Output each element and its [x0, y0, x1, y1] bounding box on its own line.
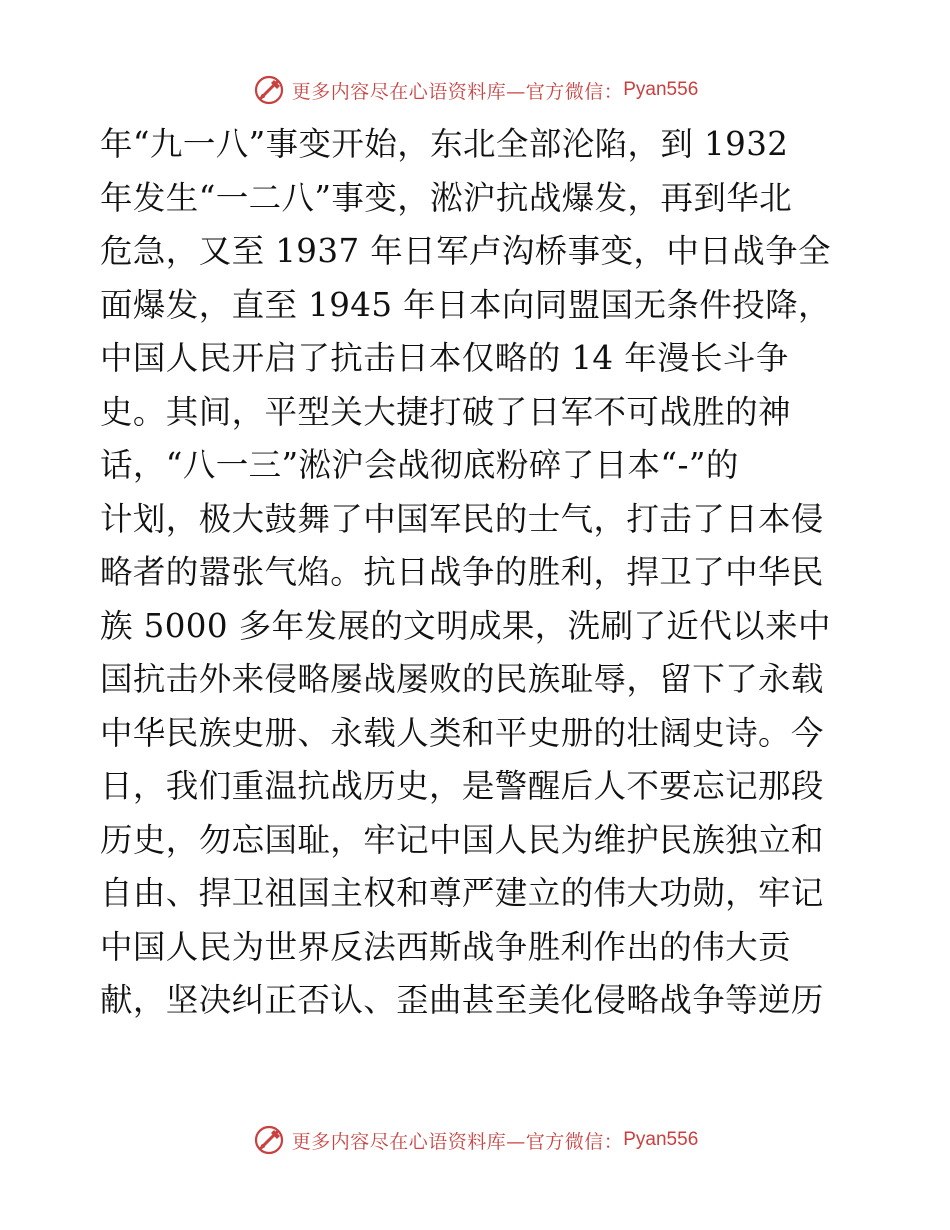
pen-circle-icon [252, 73, 286, 107]
text-line: 国抗击外来侵略屡战屡败的民族耻辱，留下了永载 [100, 660, 824, 698]
text-line: 中国人民开启了抗击日本仅略的 14 年漫长斗争 [100, 339, 789, 377]
text-line: 历史，勿忘国耻，牢记中国人民为维护民族独立和 [100, 820, 824, 859]
text-line: 年发生“一二八”事变，淞沪抗战爆发，再到华北 [100, 178, 793, 217]
text-line: 中华民族史册、永载人类和平史册的壮阔史诗。今 [100, 713, 824, 752]
pen-circle-icon [252, 1123, 286, 1157]
header-banner [0, 70, 950, 110]
article-body [100, 118, 860, 1028]
text-line: 话，“八一三”淞沪会战彻底粉碎了日本“-”的 [100, 446, 739, 484]
text-line: 史。其间，平型关大捷打破了日军不可战胜的神 [100, 392, 791, 431]
text-line: 略者的嚣张气焰。抗日战争的胜利，捍卫了中华民 [100, 553, 824, 591]
text-line: 计划，极大鼓舞了中国军民的士气，打击了日本侵 [100, 499, 824, 538]
text-line: 献，坚决纠正否认、歪曲甚至美化侵略战争等逆历 [100, 981, 824, 1019]
header-wechat-id: Pyan556 [623, 79, 699, 100]
text-line: 面爆发，直至 1945 年日本向同盟国无条件投降， [100, 285, 831, 324]
footer-banner [0, 1120, 950, 1160]
footer-wechat-id: Pyan556 [623, 1129, 699, 1150]
footer-text: 更多内容尽在心语资料库—官方微信： [291, 1130, 624, 1153]
header-text: 更多内容尽在心语资料库—官方微信： [291, 80, 624, 103]
text-line: 自由、捍卫祖国主权和尊严建立的伟大功勋，牢记 [100, 874, 824, 912]
text-line: 年“九一八”事变开始，东北全部沦陷，到 1932 [100, 125, 789, 163]
text-line: 危急，又至 1937 年日军卢沟桥事变，中日战争全 [100, 232, 831, 270]
text-line: 日，我们重温抗战历史，是警醒后人不要忘记那段 [100, 767, 824, 805]
text-line: 族 5000 多年发展的文明成果，洗刷了近代以来中 [100, 606, 831, 645]
text-line: 中国人民为世界反法西斯战争胜利作出的伟大贡 [100, 927, 791, 966]
